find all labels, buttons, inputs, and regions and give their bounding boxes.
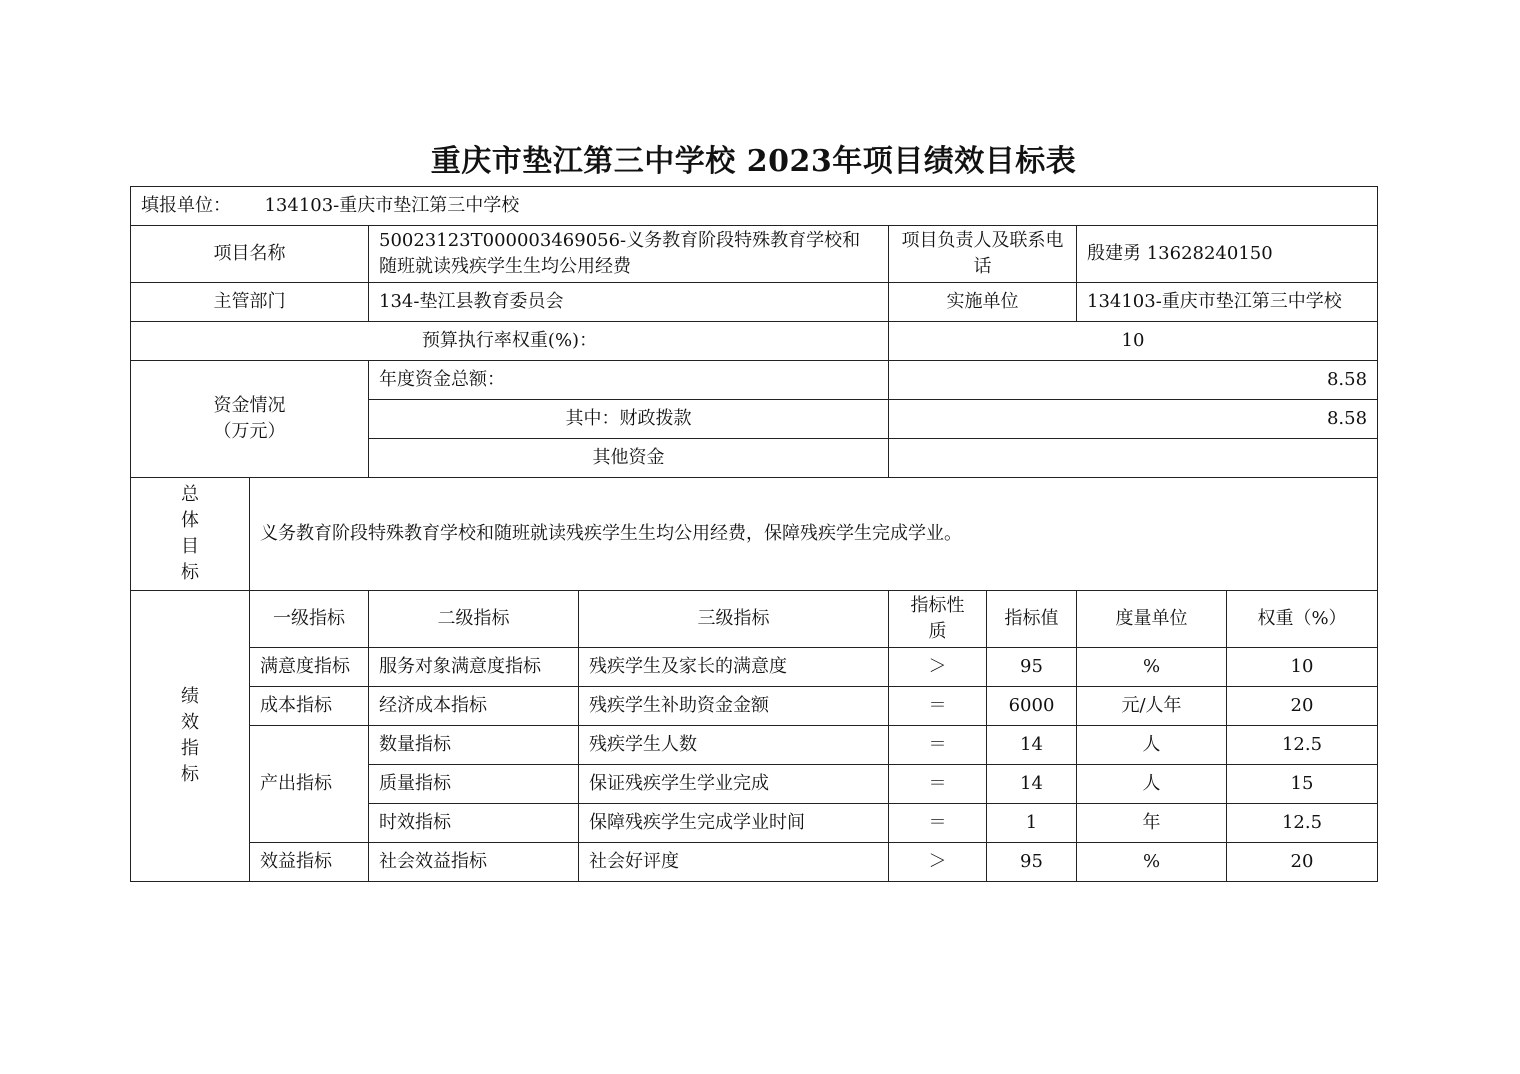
row-level3: 残疾学生人数 (579, 726, 889, 765)
overall-goal-label-char: 体 (181, 510, 199, 531)
row-weight: 20 (1227, 687, 1378, 726)
performance-target-table (130, 186, 1378, 882)
row-nature: ＞ (889, 843, 987, 882)
row-level2: 服务对象满意度指标 (369, 648, 579, 687)
header-nature: 指标性质 (889, 591, 987, 648)
project-name-label: 项目名称 (131, 226, 369, 283)
project-leader-value: 殷建勇 13628240150 (1077, 226, 1378, 283)
funds-total-label: 年度资金总额： (369, 361, 889, 400)
row-value: 1 (987, 804, 1077, 843)
row-weight: 12.5 (1227, 726, 1378, 765)
table-row (131, 687, 1378, 726)
row-nature: ＞ (889, 648, 987, 687)
row-level1: 产出指标 (250, 726, 369, 843)
row-value: 95 (987, 843, 1077, 882)
reporting-unit-value: 134103-重庆市垫江第三中学校 (264, 195, 520, 216)
row-nature: ＝ (889, 726, 987, 765)
reporting-unit-label: 填报单位： (141, 195, 231, 216)
header-unit: 度量单位 (1077, 591, 1227, 648)
row-level2: 质量指标 (369, 765, 579, 804)
overall-goal-label-char: 目 (181, 536, 199, 557)
funds-total-row (131, 361, 1378, 400)
funds-fiscal-value: 8.58 (889, 400, 1378, 439)
overall-goal-label-char: 总 (181, 484, 199, 505)
row-value: 14 (987, 765, 1077, 804)
row-nature: ＝ (889, 687, 987, 726)
row-nature: ＝ (889, 765, 987, 804)
indicators-label-char: 指 (181, 738, 199, 759)
row-level3: 残疾学生补助资金金额 (579, 687, 889, 726)
row-level1: 满意度指标 (250, 648, 369, 687)
funds-other-label: 其他资金 (369, 439, 889, 478)
row-unit: % (1077, 648, 1227, 687)
row-value: 95 (987, 648, 1077, 687)
indicators-label-char: 效 (181, 712, 199, 733)
row-nature: ＝ (889, 804, 987, 843)
page-title: 重庆市垫江第三中学校 2023年项目绩效目标表 (430, 144, 1077, 179)
row-level3: 残疾学生及家长的满意度 (579, 648, 889, 687)
row-unit: 人 (1077, 726, 1227, 765)
row-unit: 元/人年 (1077, 687, 1227, 726)
funds-label-line1: 资金情况 (213, 395, 286, 416)
row-level3: 保证残疾学生学业完成 (579, 765, 889, 804)
header-value: 指标值 (987, 591, 1077, 648)
row-value: 6000 (987, 687, 1077, 726)
row-level2: 数量指标 (369, 726, 579, 765)
indicators-label (131, 591, 250, 882)
indicators-header-row (131, 591, 1378, 648)
budget-weight-label: 预算执行率权重(%)： (131, 322, 889, 361)
indicators-label-char: 绩 (181, 686, 199, 707)
budget-weight-value: 10 (889, 322, 1378, 361)
reporting-unit-cell (131, 187, 1378, 226)
row-level1: 效益指标 (250, 843, 369, 882)
header-level2: 二级指标 (369, 591, 579, 648)
indicators-label-char: 标 (181, 764, 199, 785)
table-row (131, 648, 1378, 687)
row-level3: 保障残疾学生完成学业时间 (579, 804, 889, 843)
dept-label: 主管部门 (131, 283, 369, 322)
dept-value: 134-垫江县教育委员会 (369, 283, 889, 322)
overall-goal-label (131, 478, 250, 591)
project-name-row (131, 226, 1378, 283)
row-weight: 10 (1227, 648, 1378, 687)
row-level1: 成本指标 (250, 687, 369, 726)
row-level2: 时效指标 (369, 804, 579, 843)
row-level3: 社会好评度 (579, 843, 889, 882)
funds-label-line2: （万元） (213, 421, 286, 442)
funds-total-value: 8.58 (889, 361, 1378, 400)
header-level3: 三级指标 (579, 591, 889, 648)
row-weight: 15 (1227, 765, 1378, 804)
funds-label (131, 361, 369, 478)
row-unit: % (1077, 843, 1227, 882)
overall-goal-text: 义务教育阶段特殊教育学校和随班就读残疾学生生均公用经费，保障残疾学生完成学业。 (250, 478, 1378, 591)
row-weight: 12.5 (1227, 804, 1378, 843)
row-unit: 年 (1077, 804, 1227, 843)
row-weight: 20 (1227, 843, 1378, 882)
row-value: 14 (987, 726, 1077, 765)
impl-unit-value: 134103-重庆市垫江第三中学校 (1077, 283, 1378, 322)
funds-other-value (889, 439, 1378, 478)
project-name-value: 50023123T000003469056-义务教育阶段特殊教育学校和随班就读残疾学生生均公用经费 (369, 226, 889, 283)
table-row (131, 843, 1378, 882)
row-level2: 经济成本指标 (369, 687, 579, 726)
impl-unit-label: 实施单位 (889, 283, 1077, 322)
overall-goal-label-char: 标 (181, 562, 199, 583)
table-row (131, 726, 1378, 765)
overall-goal-row (131, 478, 1378, 591)
budget-weight-row (131, 322, 1378, 361)
project-leader-label: 项目负责人及联系电话 (889, 226, 1077, 283)
row-level2: 社会效益指标 (369, 843, 579, 882)
row-unit: 人 (1077, 765, 1227, 804)
funds-fiscal-label: 其中：财政拨款 (369, 400, 889, 439)
header-weight: 权重（%） (1227, 591, 1378, 648)
header-level1: 一级指标 (250, 591, 369, 648)
reporting-unit-row (131, 187, 1378, 226)
department-row (131, 283, 1378, 322)
